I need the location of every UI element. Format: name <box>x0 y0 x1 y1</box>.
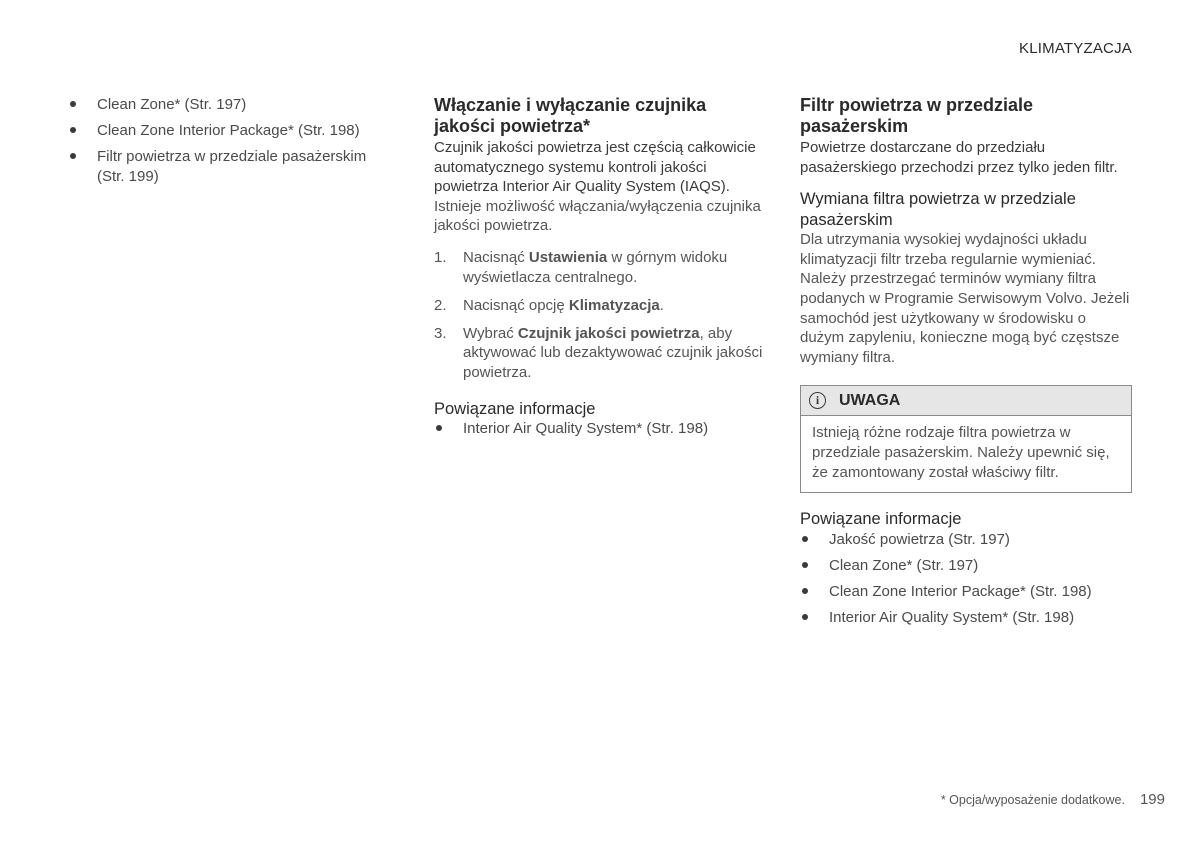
article-intro: Czujnik jakości powietrza jest częścią całkowicie automatycznego systemu kontroli jakości powietrza Interior Air Quality System (IAQS). <box>434 139 756 196</box>
related-link[interactable]: Clean Zone* (Str. 197) <box>68 95 368 115</box>
step-item <box>434 248 766 287</box>
subsection-title: Wymiana filtra powietrza w przedziale pasażerskim <box>800 190 1076 229</box>
menu-option: Ustawienia <box>528 248 608 266</box>
related-link[interactable]: Interior Air Quality System* (Str. 198) <box>434 419 766 439</box>
step-text: , aby aktywować lub dezaktywować czujnik jakości powietrza. <box>463 324 763 381</box>
step-item <box>434 324 766 383</box>
related-link[interactable]: Clean Zone Interior Package* (Str. 198) <box>800 582 1132 602</box>
related-link[interactable]: Filtr powietrza w przedziale pasażerskim (Str. 199) <box>68 147 368 186</box>
step-text: w górnym widoku wyświetlacza centralnego. <box>463 248 728 286</box>
note-text: Istnieją różne rodzaje filtra powietrza w przedziale pasażerskim. Należy upewnić się, że zamontowany został właściwy filtr. <box>812 424 1110 481</box>
page-number: 199 <box>1139 791 1165 808</box>
article-intro: Powietrze dostarczane do przedziału pasażerskiego przechodzi przez tylko jeden filtr. <box>800 139 1118 176</box>
related-link[interactable]: Clean Zone Interior Package* (Str. 198) <box>68 121 368 141</box>
info-icon: i <box>809 392 826 409</box>
footnote: * Opcja/wyposażenie dodatkowe. <box>940 793 1125 807</box>
article-title: Filtr powietrza w przedziale pasażerskim <box>800 95 1034 136</box>
article-title: Włączanie i wyłączanie czujnika jakości powietrza* <box>434 95 707 136</box>
left-column <box>68 95 368 193</box>
note-header <box>801 386 1131 416</box>
note-title: UWAGA <box>839 391 901 409</box>
step-number: 1. <box>434 248 447 266</box>
menu-option: Czujnik jakości powietrza <box>517 324 700 342</box>
article-text: Istnieje możliwość włączania/wyłączenia czujnika jakości powietrza. <box>434 197 761 235</box>
step-text: Wybrać <box>463 324 518 342</box>
note-body <box>801 416 1131 492</box>
menu-option: Klimatyzacja <box>568 296 660 314</box>
step-text: . <box>659 296 664 314</box>
middle-column <box>434 95 766 445</box>
related-links-list <box>800 530 1132 628</box>
right-column <box>800 95 1132 634</box>
related-info-heading: Powiązane informacje <box>434 399 596 418</box>
step-text: Nacisnąć <box>463 248 529 266</box>
steps-list <box>434 248 766 383</box>
related-link[interactable]: Jakość powietrza (Str. 197) <box>800 530 1132 550</box>
step-item <box>434 296 766 316</box>
section-header: KLIMATYZACJA <box>1019 40 1132 57</box>
related-links-list <box>68 95 368 186</box>
related-info-heading: Powiązane informacje <box>800 510 962 529</box>
related-link[interactable]: Interior Air Quality System* (Str. 198) <box>800 608 1132 628</box>
page-footer <box>941 791 1165 808</box>
step-number: 2. <box>434 296 447 314</box>
related-links-list <box>434 419 766 439</box>
article-text: Dla utrzymania wysokiej wydajności układu klimatyzacji filtr trzeba regularnie wymieniać. Należy przestrzegać terminów wymiany filtra podanych w Programie Serwisowym Volvo. Jeżeli samochód jest użytkowany w środowisku o dużym zapyleniu, konieczne mogą być częstsze wymiany filtra. <box>800 231 1130 366</box>
note-box <box>800 385 1132 493</box>
related-link[interactable]: Clean Zone* (Str. 197) <box>800 556 1132 576</box>
step-number: 3. <box>434 324 447 342</box>
step-text: Nacisnąć opcję <box>463 296 569 314</box>
